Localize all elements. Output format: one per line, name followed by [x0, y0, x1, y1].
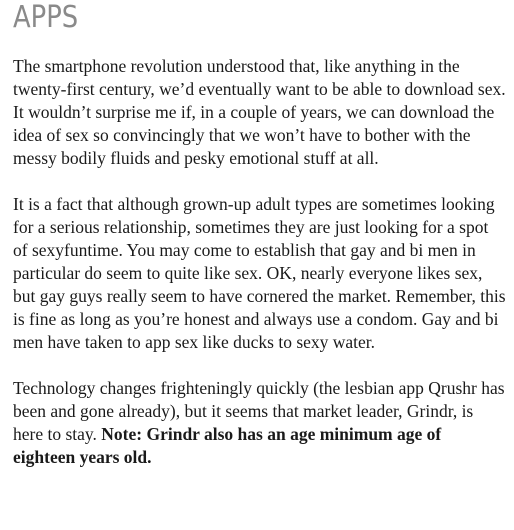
paragraph-smartphone-revolution: The smartphone revolution understood that, like anything in the twenty-first century, we’d eventually want to be able to download sex. It wouldn’t surprise me if, in a couple of years, we can download the idea of sex so convincingly that we won’t have to bother with the messy bodily fluids and pesky emotional stuff at all.: [13, 56, 506, 168]
paragraph-technology-text: Technology changes frighteningly quickly (the lesbian app Qrushr has been and gone already), but it seems that market leader, Grindr, is here to stay.: [13, 378, 505, 444]
paragraph-relationships: It is a fact that although grown-up adult types are sometimes looking for a serious relationship, sometimes they are just looking for a spot of sexyfuntime. You may come to establish that gay and bi men in particular do seem to quite like sex. OK, nearly everyone likes sex, but gay guys really seem to have cornered the market. Remember, this is fine as long as you’re honest and always use a condom. Gay and bi men have taken to app sex like ducks to sexy water.: [13, 194, 506, 352]
paragraph-technology: [13, 377, 507, 469]
age-note: Note: Grindr also has an age minimum age of eighteen years old.: [13, 424, 442, 467]
section-heading: APPS: [13, 0, 79, 35]
page: [13, 0, 507, 469]
